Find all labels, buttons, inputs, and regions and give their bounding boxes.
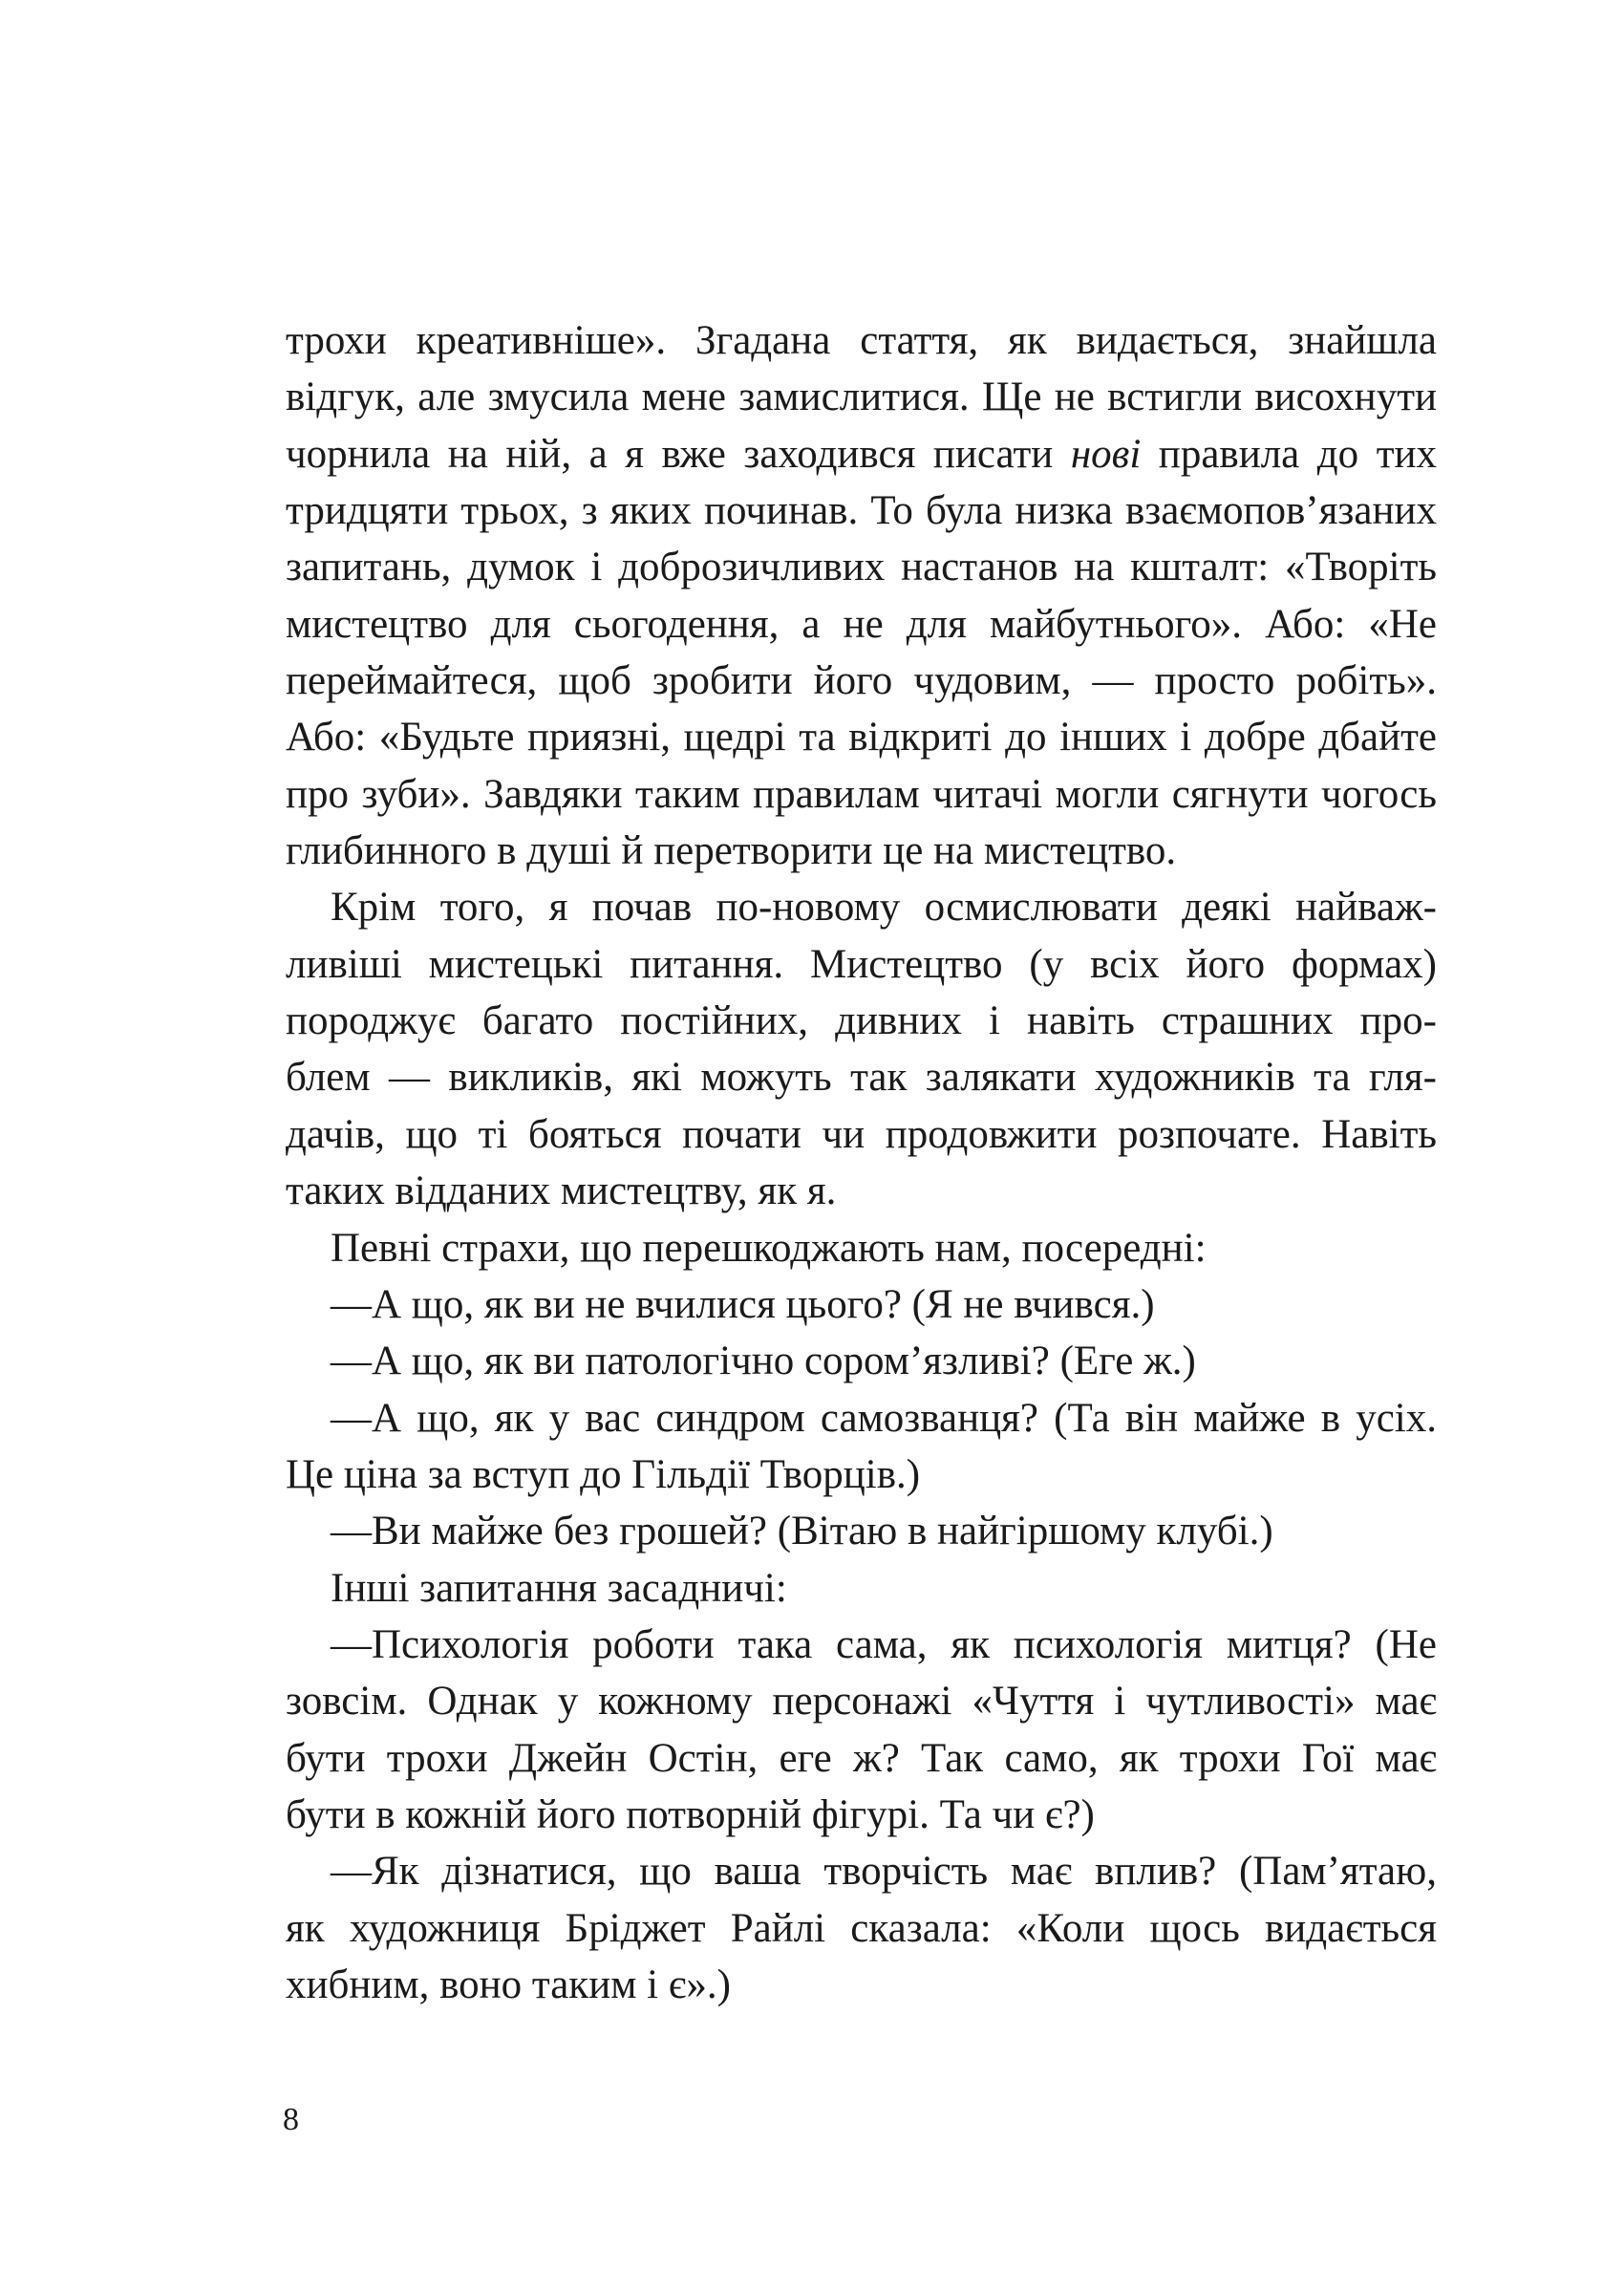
text-line: —Ви майже без грошей? (Вітаю в найгіршому клубі.) bbox=[331, 1509, 1273, 1554]
text-line: дачів, що ті бояться почати чи продовжити розпочате. Навіть bbox=[286, 1111, 1437, 1157]
text-line: —А що, як ви не вчилися цього? (Я не вчився.) bbox=[331, 1281, 1155, 1327]
text-line: запитань, думок і доброзичливих настанов на кшталт: «Творіть bbox=[286, 545, 1437, 590]
text-line: —А що, як ви патологічно сором’язливі? (Еге ж.) bbox=[331, 1339, 1196, 1384]
text-line: чорнила на ній, а я вже заходився писати нові правила до тих bbox=[286, 431, 1438, 477]
text-line: бути в кожній його потворній фігурі. Та чи є?) bbox=[286, 1791, 1095, 1837]
text-line: Це ціна за вступ до Гільдії Творців.) bbox=[286, 1451, 921, 1497]
dialogue-line-6 bbox=[286, 1843, 1437, 2013]
text-line: як художниця Бріджет Райлі сказала: «Коли щось видається bbox=[286, 1905, 1437, 1951]
text-line: Або: «Будьте приязні, щедрі та відкриті до інших і добре дбайте bbox=[286, 715, 1437, 761]
text-line: —А що, як у вас синдром самозванця? (Та він майже в усіх. bbox=[331, 1395, 1437, 1441]
paragraph-1 bbox=[286, 312, 1437, 879]
dialogue-line-1 bbox=[286, 1276, 1437, 1333]
text-line: таких відданих мистецтву, як я. bbox=[286, 1168, 837, 1214]
text-line: глибинного в душі й перетворити це на мистецтво. bbox=[286, 828, 1177, 874]
text-line: —Психологія роботи така сама, як психологія митця? (Не bbox=[331, 1621, 1437, 1667]
text-line: переймайтеся, щоб зробити його чудовим, — просто робіть». bbox=[286, 658, 1437, 704]
paragraph-4 bbox=[286, 1560, 1437, 1617]
text-line: ливіші мистецькі питання. Мистецтво (у всіх його формах) bbox=[286, 941, 1437, 987]
text-line: трохи креативніше». Згадана стаття, як видається, знайшла bbox=[286, 318, 1437, 363]
text-line: про зуби». Завдяки таким правилам читачі могли сягнути чогось bbox=[286, 771, 1437, 817]
text-line: блем — викликів, які можуть так залякати художників та гля- bbox=[286, 1055, 1437, 1101]
text-line: відгук, але змусила мене замислитися. Ще не встигли висохнути bbox=[286, 375, 1437, 420]
dialogue-line-5 bbox=[286, 1617, 1437, 1843]
text-line: тридцяти трьох, з яких починав. То була низка взаємопов’язаних bbox=[286, 488, 1437, 534]
dialogue-line-3 bbox=[286, 1390, 1437, 1504]
text-line: хибним, воно таким і є».) bbox=[286, 1961, 731, 2007]
page-number: 8 bbox=[283, 2102, 299, 2137]
paragraph-3 bbox=[286, 1220, 1437, 1276]
text-line: Певні страхи, що перешкоджають нам, посередні: bbox=[331, 1225, 1207, 1271]
text-line: породжує багато постійних, дивних і навіть страшних про- bbox=[286, 998, 1437, 1044]
text-line: Інші запитання засадничі: bbox=[331, 1565, 787, 1611]
text-line: —Як дізнатися, що ваша творчість має вплив? (Пам’ятаю, bbox=[331, 1849, 1437, 1895]
italic-emphasis: нові bbox=[1070, 431, 1142, 477]
text-line: бути трохи Джейн Остін, еге ж? Так само, як трохи Гої має bbox=[286, 1735, 1437, 1781]
dialogue-line-2 bbox=[286, 1333, 1437, 1389]
paragraph-2 bbox=[286, 879, 1437, 1219]
body-text bbox=[286, 312, 1437, 2013]
text-line: Крім того, я почав по-новому осмислювати деякі найваж- bbox=[331, 885, 1437, 931]
dialogue-line-4 bbox=[286, 1503, 1437, 1559]
text-line: мистецтво для сьогодення, а не для майбутнього». Або: «Не bbox=[286, 601, 1437, 647]
text-line: зовсім. Однак у кожному персонажі «Чуття і чутливості» має bbox=[286, 1679, 1437, 1725]
